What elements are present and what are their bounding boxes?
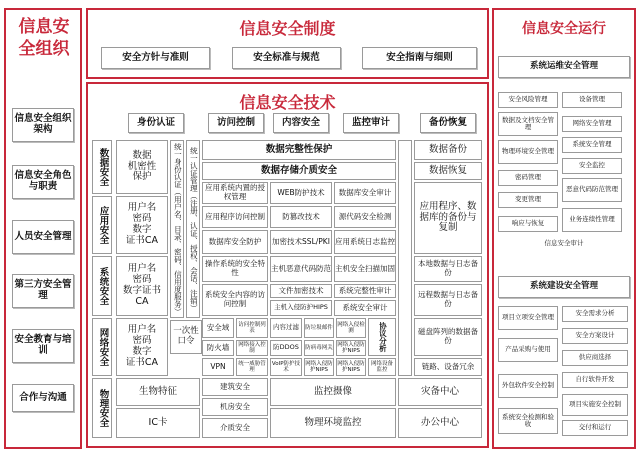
- org-item-cooperation[interactable]: 合作与沟通: [12, 384, 74, 412]
- source-code-check[interactable]: 源代码安全检测: [334, 206, 396, 228]
- auth-app-credentials[interactable]: 用户名 密码 数字 证书CA: [116, 196, 168, 254]
- data-backup[interactable]: 数据备份: [414, 140, 482, 160]
- firewall[interactable]: 防火墙: [202, 340, 234, 356]
- acl[interactable]: 访问控制列表: [236, 318, 268, 338]
- ops-build-title[interactable]: 系统建设安全管理: [498, 276, 630, 298]
- one-time-password[interactable]: 一次性口令: [170, 320, 202, 354]
- build-delivery[interactable]: 交付和运行: [562, 420, 628, 436]
- org-item-third-party[interactable]: 第三方安全管理: [12, 274, 74, 308]
- av-gateway[interactable]: 防病毒网关: [304, 340, 334, 356]
- web-protection[interactable]: WEB防护技术: [270, 182, 332, 204]
- room-security[interactable]: 机房安全: [202, 398, 268, 416]
- tech-backup-header[interactable]: 备份恢复: [420, 113, 476, 133]
- ops-business-continuity[interactable]: 业务连续性管理: [562, 208, 622, 232]
- app-log-monitor[interactable]: 应用系统日志监控: [334, 230, 396, 254]
- biometrics[interactable]: 生物特征: [116, 378, 200, 406]
- sys-content-access-control[interactable]: 系统安全内容的访问控制: [202, 284, 268, 316]
- category-net-security: 网络安全: [92, 318, 112, 376]
- ops-maint-title[interactable]: 系统运维安全管理: [498, 56, 630, 78]
- category-phys-security: 物理安全: [92, 378, 112, 438]
- operations-title: 信息安全运行: [522, 21, 606, 37]
- ops-device-mgmt[interactable]: 设备管理: [562, 92, 622, 108]
- encryption-ssl-pki[interactable]: 加密技术SSL/PKI: [270, 230, 332, 254]
- build-procurement[interactable]: 产品采购与使用: [498, 338, 558, 362]
- build-self-development[interactable]: 自行软件开发: [562, 372, 628, 388]
- utm[interactable]: 统一威胁管理: [236, 358, 268, 376]
- tech-access-header[interactable]: 访问控制: [208, 113, 264, 133]
- policy-title: 信息安全制度: [239, 19, 336, 38]
- unified-identity-auth[interactable]: 统一身份认证（用户名、目录、密码、信用度服务）: [170, 140, 184, 318]
- physical-env-monitor[interactable]: 物理环境监控: [270, 408, 396, 438]
- remote-data-log-backup[interactable]: 远程数据与日志备份: [414, 284, 482, 316]
- host-hips[interactable]: 主机入侵防护HIPS: [270, 300, 332, 316]
- ops-crypto-mgmt[interactable]: 密码管理: [498, 170, 558, 186]
- net-nips[interactable]: 网络入侵防护NIPS: [337, 341, 365, 354]
- ops-risk-mgmt[interactable]: 安全风险管理: [498, 92, 558, 108]
- media-security[interactable]: 介质安全: [202, 418, 268, 438]
- content-filter[interactable]: 内容过滤: [270, 318, 302, 338]
- office-center[interactable]: 办公中心: [398, 408, 482, 438]
- surveillance-camera[interactable]: 监控摄像: [270, 378, 396, 406]
- file-encryption[interactable]: 文件加密技术: [270, 284, 332, 298]
- app-builtin-authorization[interactable]: 应用系统内置的授权管理: [202, 182, 268, 204]
- host-malware-defense[interactable]: 主机恶意代码防范: [270, 256, 332, 282]
- ops-system-mgmt[interactable]: 系统安全管理: [562, 137, 622, 153]
- os-security-features[interactable]: 操作系统的安全特性: [202, 256, 268, 282]
- network-device-monitor[interactable]: 网络设备监控: [368, 358, 396, 376]
- system-integrity-audit[interactable]: 系统完整性审计: [334, 284, 396, 298]
- app-db-backup-replication[interactable]: 应用程序、数据库的备份与复制: [414, 182, 482, 254]
- auth-net-credentials[interactable]: 用户名 密码 数字 证书CA: [116, 318, 168, 376]
- protocol-analysis[interactable]: 协议分析: [368, 318, 396, 356]
- net-nips-2[interactable]: 网络入侵防护NIPS: [304, 358, 334, 376]
- technology-title: 信息安全技术: [239, 93, 336, 112]
- db-security-audit[interactable]: 数据库安全审计: [334, 182, 396, 204]
- unified-auth-management[interactable]: 统一认证管理（注册、认证、授权、会话、注销）: [186, 140, 200, 318]
- ops-malware-mgmt[interactable]: 恶意代码防范管理: [562, 178, 622, 202]
- build-solution-design[interactable]: 安全方案设计: [562, 328, 628, 344]
- data-integrity[interactable]: 数据完整性保护: [202, 140, 396, 160]
- auth-data-confidentiality[interactable]: 数据 机密性 保护: [116, 140, 168, 194]
- org-item-architecture[interactable]: 信息安全组织架构: [12, 108, 74, 142]
- ops-network-mgmt[interactable]: 网络安全管理: [562, 116, 622, 132]
- building-security[interactable]: 建筑安全: [202, 378, 268, 396]
- org-item-personnel[interactable]: 人员安全管理: [12, 220, 74, 254]
- build-implementation[interactable]: 项目实施安全控制: [562, 394, 628, 416]
- build-testing-acceptance[interactable]: 系统安全检测和验收: [498, 408, 558, 434]
- net-nips-3[interactable]: 网络入侵防护NIPS: [336, 358, 366, 376]
- organization-title: 信息安全组织: [18, 17, 70, 59]
- ops-response-recovery[interactable]: 响应与恢复: [498, 216, 558, 232]
- host-scan-hardening[interactable]: 主机安全扫描加固: [334, 256, 396, 282]
- db-protection[interactable]: 数据库安全防护: [202, 230, 268, 254]
- security-domain[interactable]: 安全域: [202, 318, 234, 338]
- policy-item-guidelines[interactable]: 安全指南与细则: [362, 47, 477, 69]
- tech-content-header[interactable]: 内容安全: [273, 113, 329, 133]
- disk-array-backup[interactable]: 磁盘阵列的数据备份: [414, 318, 482, 356]
- policy-item-principles[interactable]: 安全方针与准则: [101, 47, 210, 69]
- category-sys-security: 系统安全: [92, 256, 112, 316]
- anti-ddos[interactable]: 防DDOS: [270, 340, 302, 356]
- ops-change-mgmt[interactable]: 变更管理: [498, 192, 558, 208]
- org-item-education[interactable]: 安全教育与培训: [12, 329, 74, 363]
- system-security-audit[interactable]: 系统安全审计: [334, 300, 396, 316]
- ops-security-monitor[interactable]: 安全监控: [562, 158, 622, 174]
- anti-tamper[interactable]: 防篡改技术: [270, 206, 332, 228]
- policy-item-standards[interactable]: 安全标准与规范: [232, 47, 341, 69]
- category-app-security: 应用安全: [92, 196, 112, 254]
- build-supplier[interactable]: 供应商选择: [562, 350, 628, 366]
- build-requirements[interactable]: 安全需求分析: [562, 306, 628, 322]
- anti-spam[interactable]: 防垃圾邮件: [304, 318, 334, 338]
- auth-sys-credentials[interactable]: 用户名 密码 数字证书CA: [116, 256, 168, 316]
- voip-protection[interactable]: VoIP防护技术: [270, 358, 302, 376]
- storage-media-security[interactable]: 数据存储介质安全: [202, 162, 396, 180]
- vpn[interactable]: VPN: [202, 358, 234, 376]
- net-ids[interactable]: 网络入侵检测: [336, 318, 366, 338]
- category-data-security: 数据安全: [92, 140, 112, 194]
- backup-unified-mgmt-spacer: [398, 140, 412, 376]
- org-item-roles[interactable]: 信息安全角色与职责: [12, 165, 74, 199]
- local-data-log-backup[interactable]: 本地数据与日志备份: [414, 256, 482, 282]
- tech-audit-header[interactable]: 监控审计: [343, 113, 399, 133]
- tech-auth-header[interactable]: 身份认证: [128, 113, 184, 133]
- ops-physical-env-mgmt[interactable]: 物理环境安全管理: [498, 140, 558, 164]
- data-recovery[interactable]: 数据恢复: [414, 162, 482, 180]
- build-outsourced-software[interactable]: 外包软件安全控制: [498, 374, 558, 398]
- disaster-recovery-center[interactable]: 灾备中心: [398, 378, 482, 406]
- build-project-approval[interactable]: 项目立项安全管理: [498, 306, 558, 330]
- app-access-control[interactable]: 应用程序访问控制: [202, 206, 268, 228]
- network-access-control[interactable]: 网络接入控制: [236, 340, 268, 356]
- ops-security-audit[interactable]: 信息安全审计: [498, 236, 630, 252]
- link-device-redundancy[interactable]: 链路、设备冗余: [414, 358, 482, 376]
- ic-card[interactable]: IC卡: [116, 408, 200, 438]
- ops-data-doc-mgmt[interactable]: 数据及文档安全管理: [498, 112, 558, 136]
